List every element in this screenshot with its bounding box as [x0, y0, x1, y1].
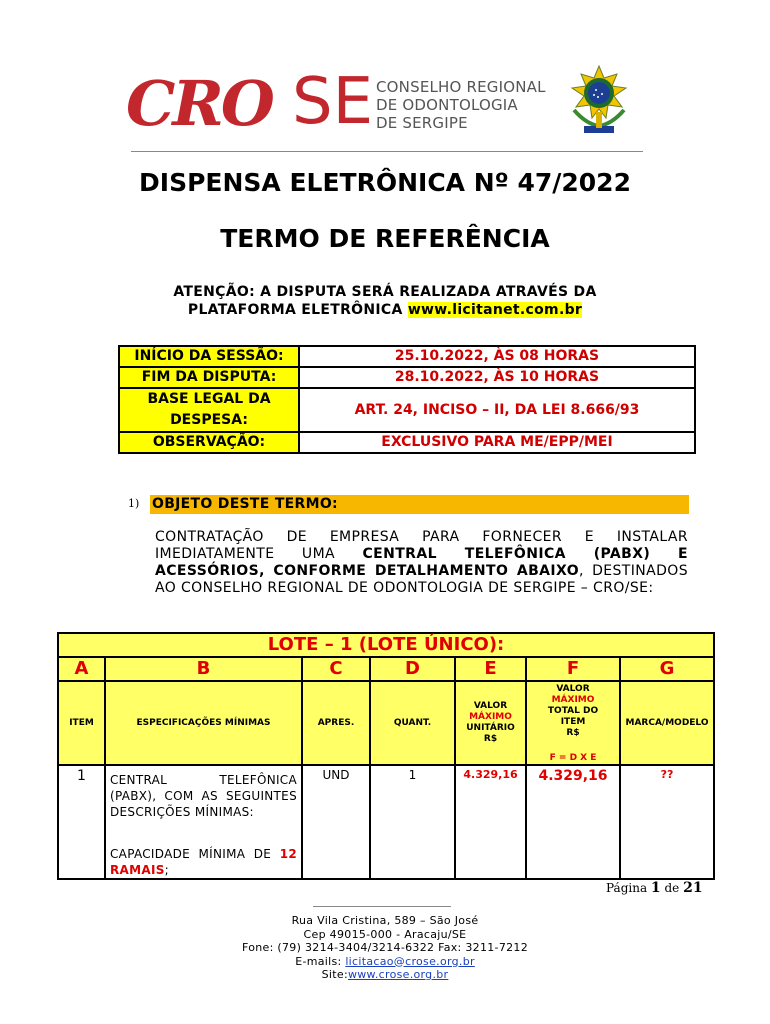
- legal-basis-label: [119, 388, 299, 432]
- footer-contact: [0, 914, 770, 982]
- dispute-end-label: FIM DA DISPUTA:: [119, 367, 299, 388]
- section-number: 1): [128, 497, 140, 510]
- org-name: [376, 78, 546, 132]
- session-start-value: 25.10.2022, ÀS 08 HORAS: [299, 346, 695, 367]
- header-max-unit-value: [455, 681, 526, 765]
- page-of: de: [664, 881, 680, 895]
- email-link[interactable]: licitacao@crose.org.br: [345, 954, 475, 968]
- footer-address: Rua Vila Cristina, 589 – São José: [291, 914, 479, 927]
- row-presentation: UND: [302, 765, 370, 879]
- org-name-line-1: CONSELHO REGIONAL: [376, 78, 546, 96]
- observation-label: OBSERVAÇÃO:: [119, 432, 299, 453]
- brazil-coat-of-arms-icon: [566, 64, 632, 138]
- header-max-unit-value-line-1: VALOR: [473, 701, 508, 711]
- footer-phone: Fone: (79) 3214-3404/3214-6322 Fax: 3211-7212: [241, 941, 529, 954]
- total-formula: F = D X E: [549, 753, 597, 763]
- legal-basis-label-line-1: BASE LEGAL DA: [147, 391, 271, 407]
- row-description: [105, 765, 302, 879]
- header-max-unit-value-line-4: R$: [483, 734, 498, 744]
- header-max-unit-value-line-2: MÁXIMO: [469, 712, 512, 722]
- column-letter-e: E: [455, 657, 526, 681]
- attention-notice: [0, 283, 770, 319]
- cro-logo: CRO: [126, 67, 272, 140]
- object-text-bold: CENTRAL TELEFÔNICA (PABX) E ACESSÓRIOS, CONFORME DETALHAMENTO ABAIXO: [155, 546, 689, 579]
- legal-basis-value: ART. 24, INCISO – II, DA LEI 8.666/93: [299, 388, 695, 432]
- header-max-total-value-line-1: VALOR: [556, 684, 590, 694]
- row-quantity: 1: [370, 765, 455, 879]
- row-capacity-label: CAPACIDADE MÍNIMA DE: [110, 847, 280, 861]
- header-max-total-value-line-5: R$: [566, 728, 580, 738]
- table-row: [58, 765, 714, 879]
- column-letter-g: G: [620, 657, 714, 681]
- header-specifications: ESPECIFICAÇÕES MÍNIMAS: [105, 681, 302, 765]
- legal-basis-label-line-2: DESPESA:: [170, 412, 248, 428]
- header-divider: [131, 151, 643, 152]
- lot-title: LOTE – 1 (LOTE ÚNICO):: [58, 633, 714, 657]
- footer-site: [0, 968, 770, 982]
- header-presentation: APRES.: [302, 681, 370, 765]
- attention-line-2-text: PLATAFORMA ELETRÔNICA: [187, 302, 403, 318]
- footer-site-label: Site:: [321, 968, 348, 981]
- observation-value: EXCLUSIVO PARA ME/EPP/MEI: [299, 432, 695, 453]
- column-letter-a: A: [58, 657, 105, 681]
- column-letter-b: B: [105, 657, 302, 681]
- header-max-total-value-line-2: MÁXIMO: [551, 695, 595, 705]
- header-max-total-value: [526, 681, 620, 765]
- footer-email: [0, 955, 770, 969]
- header-item: ITEM: [58, 681, 105, 765]
- platform-url[interactable]: www.licitanet.com.br: [407, 302, 583, 318]
- section-title: OBJETO DESTE TERMO:: [152, 496, 338, 512]
- session-start-label: INÍCIO DA SESSÃO:: [119, 346, 299, 367]
- page-label: Página: [606, 881, 648, 895]
- lot-table: [57, 632, 715, 880]
- header-max-unit-value-line-3: UNITÁRIO: [466, 723, 515, 733]
- page-current: 1: [650, 880, 661, 896]
- row-capacity-value: 12 RAMAIS: [110, 847, 297, 877]
- dispute-end-value: 28.10.2022, ÀS 10 HORAS: [299, 367, 695, 388]
- object-text-1: CONTRATAÇÃO DE EMPRESA PARA FORNECER E INSTALAR IMEDIATAMENTE UMA: [155, 529, 688, 562]
- row-capacity: [110, 846, 297, 878]
- footer-divider: [313, 906, 451, 907]
- attention-line-2: [0, 301, 770, 319]
- row-total-price: 4.329,16: [526, 765, 620, 879]
- row-capacity-suffix: ;: [164, 863, 170, 877]
- page-number: [606, 880, 703, 896]
- header-max-total-value-line-3: TOTAL DO: [547, 706, 599, 716]
- column-letter-c: C: [302, 657, 370, 681]
- footer-email-label: E-mails:: [295, 954, 342, 968]
- session-info-table: [118, 345, 696, 454]
- column-letter-d: D: [370, 657, 455, 681]
- attention-line-1: ATENÇÃO: A DISPUTA SERÁ REALIZADA ATRAVÉS DA: [173, 284, 597, 300]
- org-name-line-3: DE SERGIPE: [376, 114, 468, 132]
- document-subtitle: TERMO DE REFERÊNCIA: [220, 224, 550, 253]
- row-brand-model: ??: [620, 765, 714, 879]
- site-link[interactable]: www.crose.org.br: [347, 968, 449, 981]
- row-unit-price: 4.329,16: [455, 765, 526, 879]
- row-item-number: 1: [58, 765, 105, 879]
- header-quantity: QUANT.: [370, 681, 455, 765]
- object-paragraph: [155, 529, 688, 597]
- page-total: 21: [683, 880, 703, 896]
- header-brand-model: MARCA/MODELO: [620, 681, 714, 765]
- footer-cep: Cep 49015-000 - Aracaju/SE: [303, 927, 467, 941]
- row-description-text: CENTRAL TELEFÔNICA (PABX), COM AS SEGUINTES DESCRIÇÕES MÍNIMAS:: [110, 773, 297, 819]
- org-name-line-2: DE ODONTOLOGIA: [376, 96, 518, 114]
- column-letter-f: F: [526, 657, 620, 681]
- se-logo: SE: [292, 65, 374, 139]
- object-text-2: , DESTINADOS AO CONSELHO REGIONAL DE ODONTOLOGIA DE SERGIPE – CRO/SE:: [155, 563, 688, 596]
- document-title: DISPENSA ELETRÔNICA Nº 47/2022: [139, 168, 631, 197]
- header-max-total-value-line-4: ITEM: [560, 717, 586, 727]
